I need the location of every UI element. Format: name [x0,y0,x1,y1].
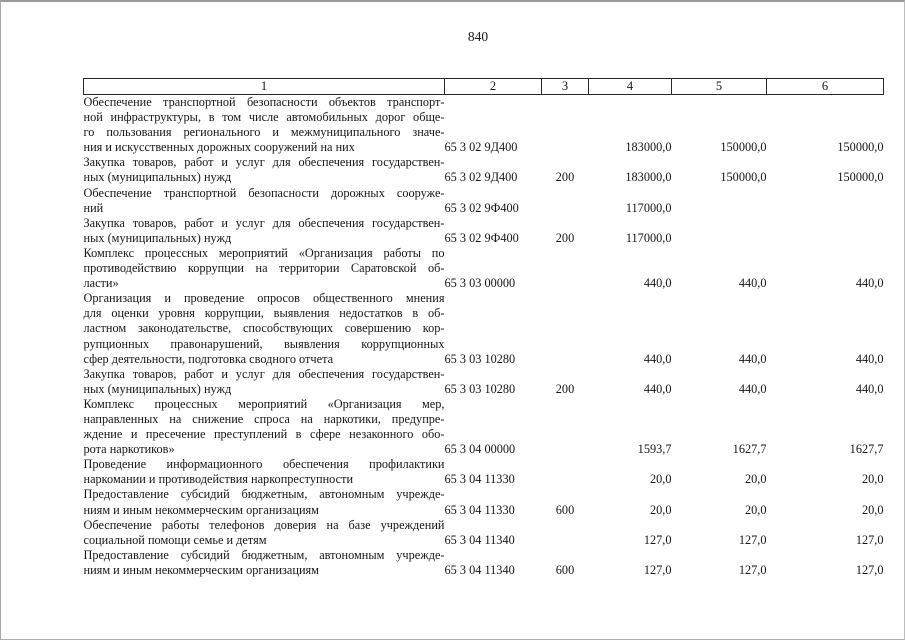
table-row [84,487,884,517]
column-header-4: 4 [589,79,672,95]
expense-type-cell: 200 [555,170,575,185]
expense-name-line: ных (муниципальных) нужд [83,170,232,185]
amount-cell: 440,0 [738,276,767,291]
expense-name-line: ных (муниципальных) нужд [83,381,232,396]
amount-cell [767,216,884,246]
amount-cell: 440,0 [643,381,672,396]
target-item-code-cell: 65 3 02 9Д400 [444,170,518,185]
table-row [84,155,884,185]
target-item-code-cell: 65 3 02 9Д400 [444,140,518,155]
amount-cell: 440,0 [738,351,767,366]
amount-cell: 20,0 [649,472,672,487]
expense-name-cell [84,397,445,457]
amount-cell: 440,0 [855,276,884,291]
budget-table [83,78,884,578]
amount-cell: 117000,0 [625,200,672,215]
amount-cell: 183000,0 [625,170,672,185]
expense-name-line: Комплекс процессных мероприятий «Организация мер, [83,396,445,411]
page-number: 840 [467,29,489,44]
amount-cell: 440,0 [643,351,672,366]
amount-cell: 127,0 [643,562,672,577]
table-header-row [84,79,884,95]
column-header-1: 1 [84,79,445,95]
expense-name-line: Закупка товаров, работ и услуг для обеспечения государствен- [83,155,445,170]
expense-name-cell [84,457,445,487]
target-item-code-cell: 65 3 04 11330 [444,502,515,517]
expense-name-line: Обеспечение работы телефонов доверия на базе учреждений [83,517,445,532]
expense-name-line: ласти» [83,276,119,291]
table-row [84,518,884,548]
amount-cell [672,216,767,246]
table-row [84,216,884,246]
amount-cell: 117000,0 [625,230,672,245]
table-header [84,79,884,95]
expense-name-line: Обеспечение транспортной безопасности дорожных сооруже- [83,185,445,200]
amount-cell: 150000,0 [837,140,884,155]
amount-cell: 127,0 [643,532,672,547]
expense-name-line: Закупка товаров, работ и услуг для обеспечения государствен- [83,215,445,230]
amount-cell: 440,0 [855,381,884,396]
target-item-code-cell: 65 3 03 00000 [444,276,516,291]
expense-name-cell [84,246,445,291]
expense-type-cell [542,518,589,548]
expense-type-cell: 200 [555,381,575,396]
amount-cell: 440,0 [855,351,884,366]
expense-name-line: ниям и иным некоммерческим организациям [83,562,319,577]
expense-name-line: рота наркотиков» [83,442,175,457]
table-row [84,95,884,156]
target-item-code-cell: 65 3 04 11340 [444,562,515,577]
expense-name-line: ний [83,200,104,215]
target-item-code-cell: 65 3 04 11340 [444,532,515,547]
expense-name-line: ластном законодательстве, способствующих совершению кор- [83,321,445,336]
table-row [84,291,884,366]
expense-name-line: ной инфраструктуры, в том числе автомобильных дорог обще- [83,110,445,125]
expense-name-line: для оценки уровня коррупции, выявления недостатков в об- [83,306,445,321]
table-row [84,457,884,487]
expense-name-line: Обеспечение транспортной безопасности объектов транспорт- [83,95,445,109]
amount-cell: 440,0 [643,276,672,291]
amount-cell: 150000,0 [720,140,767,155]
expense-name-line: наркомании и противодействия наркопреступности [83,472,354,487]
table-body [84,95,884,579]
expense-name-line: рупционных правонарушений, выявления коррупционных [83,336,445,351]
amount-cell: 150000,0 [720,170,767,185]
amount-cell: 1593,7 [637,442,672,457]
expense-type-cell [542,457,589,487]
expense-name-line: Проведение информационного обеспечения профилактики [83,457,445,472]
expense-name-cell [84,291,445,366]
expense-name-line: ния и искусственных дорожных сооружений на них [83,140,355,155]
amount-cell: 20,0 [861,472,884,487]
amount-cell: 20,0 [861,502,884,517]
expense-name-cell [84,95,445,156]
expense-name-line: социальной помощи семье и детям [83,532,267,547]
expense-type-cell [542,95,589,156]
table-row [84,397,884,457]
expense-name-cell [84,186,445,216]
amount-cell: 1627,7 [849,442,884,457]
expense-type-cell [542,186,589,216]
expense-type-cell [542,397,589,457]
target-item-code-cell: 65 3 03 10280 [444,381,516,396]
target-item-code-cell: 65 3 02 9Ф400 [444,230,519,245]
amount-cell: 20,0 [744,502,767,517]
amount-cell: 150000,0 [837,170,884,185]
expense-type-cell: 600 [555,502,575,517]
table-row [84,246,884,291]
expense-type-cell [542,246,589,291]
expense-name-line: сфер деятельности, подготовка сводного отчета [83,351,334,366]
expense-name-line: Комплекс процессных мероприятий «Организация работы по [83,245,445,260]
amount-cell: 440,0 [738,381,767,396]
expense-type-cell: 600 [555,562,575,577]
expense-name-line: направленных на снижение спроса на наркотики, предупре- [83,411,445,426]
column-header-2: 2 [445,79,542,95]
expense-name-cell [84,367,445,397]
amount-cell: 20,0 [744,472,767,487]
amount-cell: 1627,7 [732,442,767,457]
target-item-code-cell: 65 3 02 9Ф400 [444,200,519,215]
amount-cell [672,186,767,216]
expense-name-cell [84,487,445,517]
table-row [84,186,884,216]
table-row [84,367,884,397]
expense-name-line: противодействию коррупции на территории Саратовской об- [83,261,445,276]
amount-cell: 127,0 [738,532,767,547]
amount-cell [767,186,884,216]
target-item-code-cell: 65 3 04 00000 [444,442,516,457]
expense-name-cell [84,518,445,548]
column-header-5: 5 [672,79,767,95]
column-header-6: 6 [767,79,884,95]
amount-cell: 127,0 [738,562,767,577]
expense-name-cell [84,216,445,246]
expense-name-cell [84,548,445,578]
expense-name-line: Предоставление субсидий бюджетным, автономным учрежде- [83,487,445,502]
target-item-code-cell: 65 3 03 10280 [444,351,516,366]
amount-cell: 127,0 [855,562,884,577]
expense-type-cell: 200 [555,230,575,245]
table-row [84,548,884,578]
expense-name-line: ных (муниципальных) нужд [83,230,232,245]
expense-name-line: го пользования регионального и межмуниципального значе- [83,125,445,140]
expense-type-cell [542,291,589,366]
amount-cell: 127,0 [855,532,884,547]
expense-name-line: ждение и пресечение преступлений в сфере незаконного обо- [83,427,445,442]
column-header-3: 3 [542,79,589,95]
expense-name-line: Предоставление субсидий бюджетным, автономным учрежде- [83,547,445,562]
expense-name-line: Закупка товаров, работ и услуг для обеспечения государствен- [83,366,445,381]
amount-cell: 20,0 [649,502,672,517]
target-item-code-cell: 65 3 04 11330 [444,472,515,487]
expense-name-line: ниям и иным некоммерческим организациям [83,502,319,517]
expense-name-line: Организация и проведение опросов общественного мнения [83,291,445,306]
expense-name-cell [84,155,445,185]
amount-cell: 183000,0 [625,140,672,155]
